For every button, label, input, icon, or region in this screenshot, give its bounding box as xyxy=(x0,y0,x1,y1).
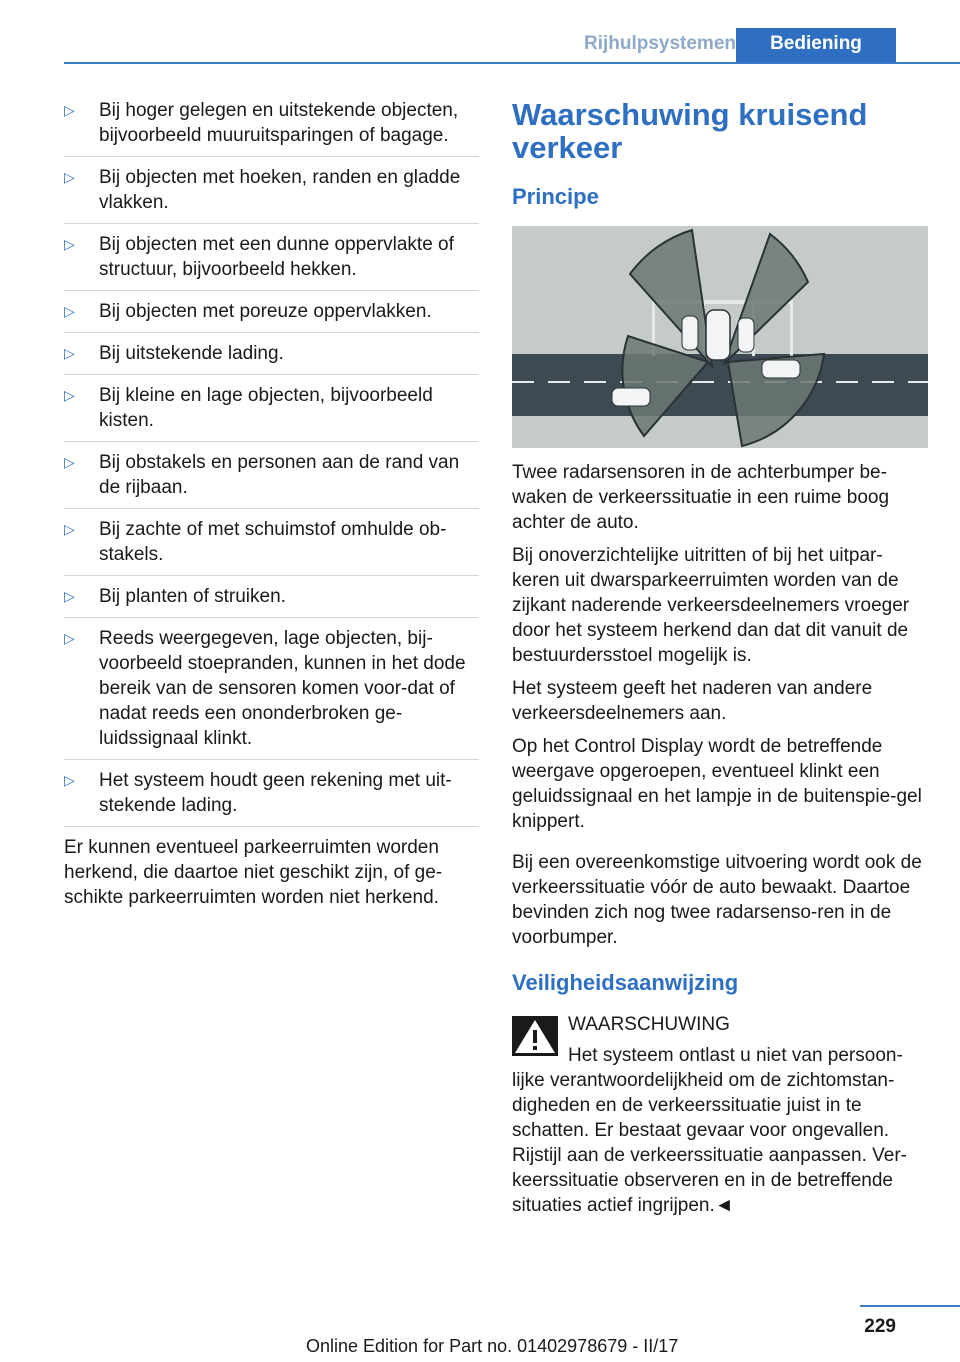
page-header xyxy=(64,28,960,64)
list-item-text: Reeds weergegeven, lage objecten, bij-voorbeeld stoepranden, kunnen in het dode bereik van de sensoren komen voor-dat of nadat reeds een ononderbroken ge-luidssignaal klinkt. xyxy=(99,628,466,749)
paragraph: Het systeem geeft het naderen van andere verkeersdeelnemers aan. xyxy=(512,678,873,724)
list-item-text: Bij uitstekende lading. xyxy=(99,343,284,364)
bullet-icon: ▷ xyxy=(64,236,75,252)
cross-traffic-diagram xyxy=(512,226,928,448)
paragraph: Twee radarsensoren in de achterbumper be-waken de verkeerssituatie in een ruime boog achter de auto. xyxy=(512,462,890,533)
list-item xyxy=(64,98,479,157)
list-item-text: Bij objecten met hoeken, randen en gladde vlakken. xyxy=(99,167,461,213)
warning-triangle-icon xyxy=(512,1016,558,1056)
bullet-icon: ▷ xyxy=(64,630,75,646)
list-item-text: Bij kleine en lage objecten, bijvoorbeeld kisten. xyxy=(99,385,433,431)
bullet-icon: ▷ xyxy=(64,303,75,319)
warning-label: WAARSCHUWING xyxy=(568,1014,730,1035)
list-item xyxy=(64,383,479,442)
right-column xyxy=(512,98,928,1226)
approaching-car-right xyxy=(762,360,800,378)
list-item-text: Bij objecten met een dunne oppervlakte of structuur, bijvoorbeeld hekken. xyxy=(99,234,454,280)
list-item xyxy=(64,584,479,618)
own-car xyxy=(706,310,730,360)
principle-text xyxy=(512,460,928,950)
bullet-icon: ▷ xyxy=(64,521,75,537)
list-item xyxy=(64,626,479,760)
bullet-icon: ▷ xyxy=(64,345,75,361)
parked-car xyxy=(682,316,698,350)
list-item xyxy=(64,450,479,509)
list-item-text: Bij objecten met poreuze oppervlakken. xyxy=(99,301,432,322)
chapter-tab: Bediening xyxy=(736,28,896,62)
bullet-icon: ▷ xyxy=(64,102,75,118)
page-footer xyxy=(0,1300,960,1362)
list-item-text: Het systeem houdt geen rekening met uit-stekende lading. xyxy=(99,770,452,816)
page-number: 229 xyxy=(864,1316,896,1337)
parking-divider xyxy=(790,300,793,356)
paragraph: Bij een overeenkomstige uitvoering wordt ook de verkeerssituatie vóór de auto bewaakt. Daartoe bevinden zich nog twee radarsenso-ren in de voorbumper. xyxy=(512,852,922,948)
list-item-text: Bij hoger gelegen en uitstekende objecten, bijvoorbeeld muuruitsparingen of bagage. xyxy=(99,100,459,146)
list-item xyxy=(64,165,479,224)
list-item xyxy=(64,341,479,375)
list-item xyxy=(64,232,479,291)
list-item xyxy=(64,768,479,827)
list-item-text: Bij obstakels en personen aan de rand van de rijbaan. xyxy=(99,452,460,498)
list-item-text: Bij zachte of met schuimstof omhulde ob-stakels. xyxy=(99,519,447,565)
list-item xyxy=(64,517,479,576)
subtitle-safety: Veiligheidsaanwijzing xyxy=(512,970,739,995)
footer-rule xyxy=(860,1305,960,1307)
list-item xyxy=(64,299,479,333)
paragraph: Op het Control Display wordt de betreffende weergave opgeroepen, eventueel klinkt een geluidssignaal en het lampje in de buitenspie-gel knippert. xyxy=(512,736,922,832)
limitations-list xyxy=(64,98,479,827)
paragraph: Bij onoverzichtelijke uitritten of bij het uitpar-keren uit dwarsparkeerruimten worden van de zijkant naderende verkeersdeelnemers vroeger door het systeem herkend dan dat dit vanuit de bestuurdersstoel mogelijk is. xyxy=(512,545,910,666)
bullet-icon: ▷ xyxy=(64,772,75,788)
section-title: Waarschuwing kruisend verkeer xyxy=(512,97,868,165)
parked-car xyxy=(738,318,754,352)
closing-paragraph: Er kunnen eventueel parkeerruimten worden herkend, die daartoe niet geschikt zijn, of ge-schikte parkeerruimten worden niet herkend. xyxy=(64,837,443,908)
bullet-icon: ▷ xyxy=(64,588,75,604)
bullet-icon: ▷ xyxy=(64,169,75,185)
road xyxy=(512,354,928,416)
edition-info: Online Edition for Part no. 01402978679 - II/17 xyxy=(306,1336,679,1356)
bullet-icon: ▷ xyxy=(64,454,75,470)
warning-text: Het systeem ontlast u niet van persoon-lijke verantwoordelijkheid om de zichtomstan-digheden en de verkeerssituatie juist in te schatten. Er bestaat gevaar voor ongevallen. Rijstijl aan de verkeerssituatie aanpassen. Ver-keerssituatie observeren en in de betreffende situaties actief ingrijpen.◄ xyxy=(512,1045,907,1216)
list-item-text: Bij planten of struiken. xyxy=(99,586,286,607)
warning-block xyxy=(512,1012,928,1218)
section-tab: Rijhulpsystemen xyxy=(583,33,736,54)
subtitle-principle: Principe xyxy=(512,184,599,209)
bullet-icon: ▷ xyxy=(64,387,75,403)
approaching-car-left xyxy=(612,388,650,406)
left-column xyxy=(64,98,479,918)
